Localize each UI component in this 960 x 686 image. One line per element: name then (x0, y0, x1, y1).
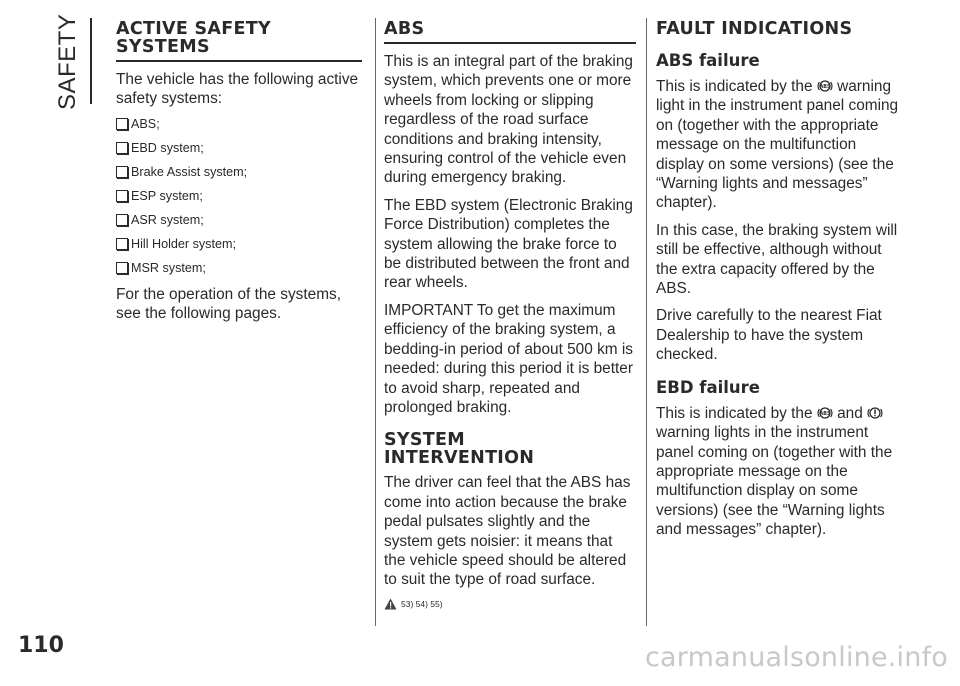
heading-abs-failure: ABS failure (656, 51, 760, 70)
heading-fault-indications: FAULT INDICATIONS (656, 19, 853, 39)
abs-paragraph-1: This is an integral part of the braking system, which prevents one or more wheels from locking or slipping regardless of the road surface conditions and braking intensity, ensuring control of the vehicle even during emergency braking. (384, 53, 633, 187)
column-divider (375, 18, 376, 626)
column-fault-indications (656, 20, 904, 548)
checkbox-bullet-icon (116, 262, 128, 274)
list-item: Hill Holder system; (116, 237, 362, 251)
list-item: ABS; (116, 117, 362, 131)
list-item: MSR system; (116, 261, 362, 275)
svg-text:ABS: ABS (819, 84, 831, 90)
heading-ebd-failure: EBD failure (656, 377, 760, 397)
outro-paragraph: For the operation of the systems, see the following pages. (116, 285, 341, 323)
side-tab-rule (90, 18, 92, 104)
column-abs (384, 20, 636, 610)
checkbox-bullet-icon (116, 238, 128, 250)
checkbox-bullet-icon (116, 142, 128, 154)
abs-paragraph-2: The EBD system (Electronic Braking Force Distribution) completes the system allowing the brake force to be distributed between the front and rear wheels. (384, 196, 633, 292)
abs-failure-paragraph-3: Drive carefully to the nearest Fiat Dealership to have the system checked. (656, 307, 882, 364)
column-divider (646, 18, 647, 626)
svg-text:ABS: ABS (819, 411, 831, 417)
list-item: ASR system; (116, 213, 362, 227)
abs-failure-paragraph-1: This is indicated by the ABS warning light in the instrument panel coming on (together with the appropriate message on the multifunction display on some versions) (see the “Warning lights and messages” chapter). (656, 78, 899, 212)
heading-line-1: ACTIVE SAFETY (116, 19, 271, 39)
checkbox-bullet-icon (116, 190, 128, 202)
abs-warning-light-icon (817, 78, 833, 94)
intervention-paragraph: The driver can feel that the ABS has come into action because the brake pedal pulsates slightly and the system gets noisier: it means that the vehicle speed should be altered to suit the type of road surface. (384, 474, 631, 589)
systems-list (116, 117, 362, 275)
checkbox-bullet-icon (116, 118, 128, 130)
page-number: 110 (18, 633, 64, 658)
heading-system-intervention: SYSTEM INTERVENTION (384, 430, 535, 469)
abs-warning-light-icon (817, 405, 833, 421)
ebd-failure-paragraph: This is indicated by the ABS and warning lights in the instrument panel coming on (together with the appropriate message on the multifunction display on some versions) (see the “Warning lights and messages” chapter). (656, 404, 893, 539)
list-item: ESP system; (116, 189, 362, 203)
abs-failure-paragraph-2: In this case, the braking system will still be effective, although without the extra capacity offered by the ABS. (656, 221, 898, 298)
list-item: Brake Assist system; (116, 165, 362, 179)
warning-references: 53) 54) 55) (384, 598, 636, 610)
column-active-safety (116, 20, 362, 332)
intro-paragraph: The vehicle has the following active safety systems: (116, 71, 359, 108)
brake-warning-light-icon (867, 405, 883, 421)
abs-paragraph-3: IMPORTANT To get the maximum efficiency of the braking system, a bedding-in period of about 500 km is needed: during this period it is better to avoid sharp, repeated and prolonged braking. (384, 301, 633, 416)
list-item: EBD system; (116, 141, 362, 155)
checkbox-bullet-icon (116, 214, 128, 226)
section-side-tab: SAFETY (54, 13, 81, 110)
checkbox-bullet-icon (116, 166, 128, 178)
watermark: carmanualsonline.info (645, 642, 948, 673)
heading-line-2: SYSTEMS (116, 37, 210, 57)
heading-active-safety-systems (116, 20, 362, 62)
heading-abs: ABS (384, 20, 636, 44)
warning-triangle-icon (384, 598, 397, 610)
